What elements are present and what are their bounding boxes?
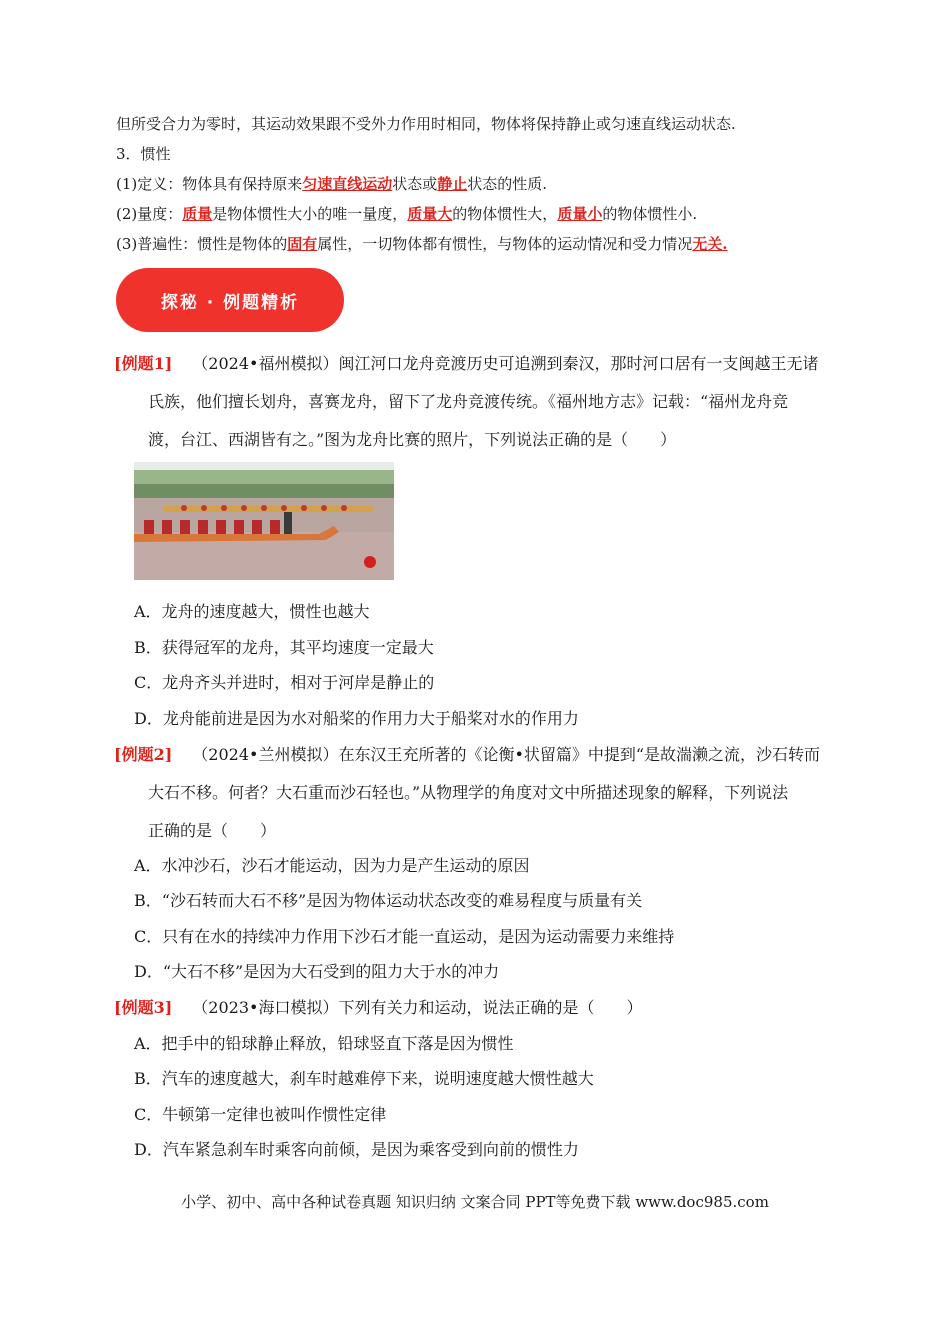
page-footer: 小学、初中、高中各种试卷真题 知识归纳 文案合同 PPT等免费下载 www.doc985.com [181,1193,769,1211]
example-text: （2024•兰州模拟）在东汉王充所著的《论衡•状留篇》中提到“是故湍濑之流，沙石转而 [192,745,821,764]
measure-line [116,204,697,224]
measure-text: (2)量度： [116,205,183,223]
universality-line [116,234,728,254]
measure-text: 是物体惯性大小的唯一量度， [212,205,408,223]
definition-line [116,174,547,194]
example-3-line-1 [114,998,642,1018]
example-3-option-b: B．汽车的速度越大，刹车时越难停下来，说明速度越大惯性越大 [134,1069,594,1088]
section-heading-inertia: 3．惯性 [116,145,171,163]
section-banner: 探秘 · 例题精析 [116,268,344,332]
answer-unrelated: 无关. [692,235,728,253]
example-tag: [例题1] [114,354,173,373]
example-3-option-d: D．汽车紧急刹车时乘客向前倾，是因为乘客受到向前的惯性力 [134,1140,579,1159]
definition-text: (1)定义：物体具有保持原来 [116,175,303,193]
dragon-boat-photo [134,462,394,580]
answer-uniform-motion: 匀速直线运动 [302,175,393,193]
example-1-option-b: B．获得冠军的龙舟，其平均速度一定最大 [134,638,434,657]
example-1-line-2: 氏族，他们擅长划舟，喜赛龙舟，留下了龙舟竞渡传统。《福州地方志》记载：“福州龙舟竞 [148,392,789,411]
measure-text: 的物体惯性小. [602,205,698,223]
example-tag: [例题2] [114,745,173,764]
example-1-option-a: A．龙舟的速度越大，惯性也越大 [134,602,370,621]
example-2-line-1 [114,745,820,765]
example-1-option-d: D．龙舟能前进是因为水对船桨的作用力大于船桨对水的作用力 [134,709,579,728]
universality-text: (3)普遍性：惯性是物体的 [116,235,288,253]
definition-text: 状态的性质. [467,175,548,193]
answer-mass: 质量 [182,205,213,223]
example-2-option-b: B．“沙石转而大石不移”是因为物体运动状态改变的难易程度与质量有关 [134,891,643,910]
example-tag: [例题3] [114,998,173,1017]
universality-text: 属性，一切物体都有惯性，与物体的运动情况和受力情况 [317,235,693,253]
example-2-line-3: 正确的是（ ） [148,821,277,840]
example-2-line-2: 大石不移。何者？大石重而沙石轻也。”从物理学的角度对文中所描述现象的解释，下列说法 [148,783,789,802]
example-1-line-1 [114,354,818,374]
example-2-option-a: A．水冲沙石，沙石才能运动，因为力是产生运动的原因 [134,856,530,875]
answer-mass-small: 质量小 [557,205,603,223]
example-1-option-c: C．龙舟齐头并进时，相对于河岸是静止的 [134,673,435,692]
answer-mass-large: 质量大 [407,205,453,223]
example-text: （2023•海口模拟）下列有关力和运动，说法正确的是（ ） [192,998,643,1017]
answer-rest: 静止 [437,175,468,193]
example-2-option-d: D．“大石不移”是因为大石受到的阻力大于水的冲力 [134,962,500,981]
answer-intrinsic: 固有 [287,235,318,253]
example-2-option-c: C．只有在水的持续冲力作用下沙石才能一直运动，是因为运动需要力来维持 [134,927,675,946]
example-1-line-3: 渡，台江、西湖皆有之。”图为龙舟比赛的照片，下列说法正确的是（ ） [148,430,677,449]
example-3-option-c: C．牛顿第一定律也被叫作惯性定律 [134,1105,387,1124]
example-text: （2024•福州模拟）闽江河口龙舟竞渡历史可追溯到秦汉，那时河口居有一支闽越王无诸 [192,354,819,373]
text-line-intro: 但所受合力为零时，其运动效果跟不受外力作用时相同，物体将保持静止或匀速直线运动状态. [116,115,736,133]
definition-text: 状态或 [392,175,438,193]
measure-text: 的物体惯性大， [452,205,558,223]
example-3-option-a: A．把手中的铅球静止释放，铅球竖直下落是因为惯性 [134,1034,514,1053]
